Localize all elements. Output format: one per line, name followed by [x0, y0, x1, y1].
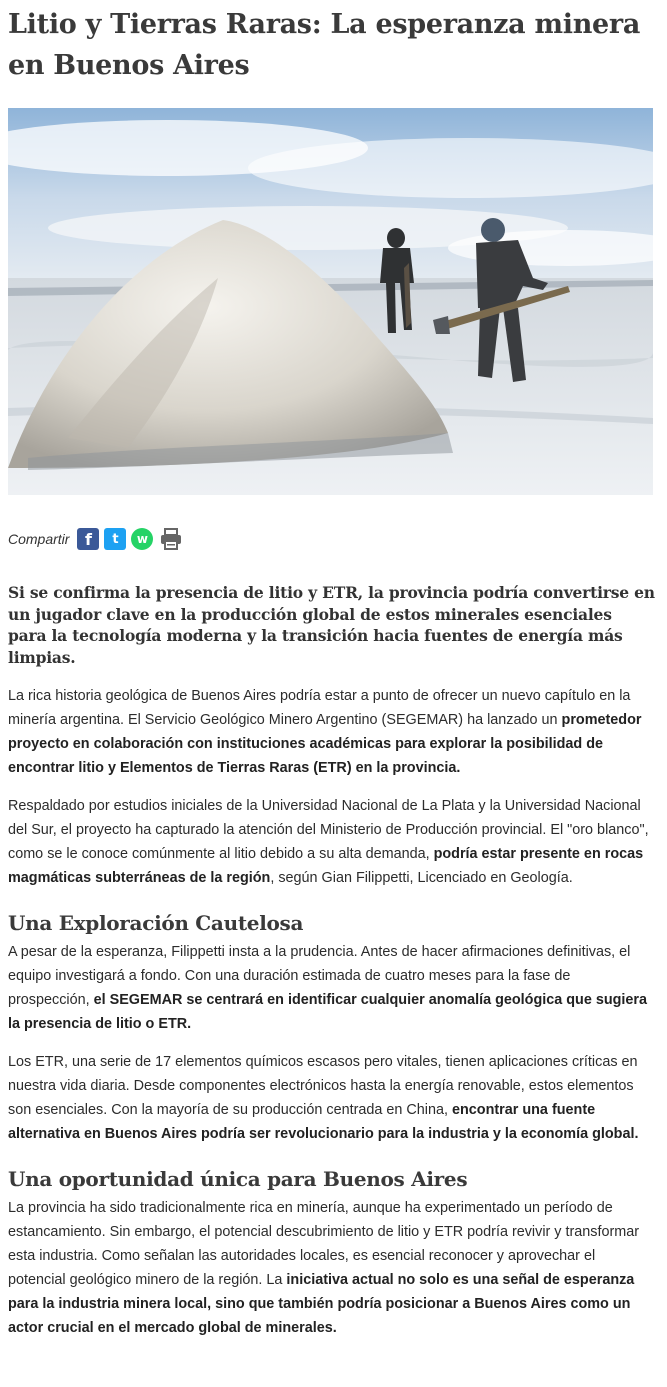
article-title: Litio y Tierras Raras: La esperanza minera en Buenos Aires	[8, 9, 641, 81]
section-heading-exploracion: Una Exploración Cautelosa	[8, 911, 304, 935]
whatsapp-icon: w	[136, 532, 149, 546]
paragraph-4	[8, 1050, 655, 1146]
share-bar	[8, 526, 655, 552]
printer-icon	[159, 527, 183, 551]
paragraph-4-bold: encontrar una fuente alternativa en Buenos Aires podría ser revolucionario para la industria y la economía global.	[8, 1102, 639, 1142]
paragraph-3-bold: el SEGEMAR se centrará en identificar cualquier anomalía geológica que sugiera la presencia de litio o ETR.	[8, 992, 648, 1032]
whatsapp-share-button[interactable]	[131, 528, 153, 550]
article	[0, 4, 667, 1340]
paragraph-4-text: Los ETR, una serie de 17 elementos químicos escasos pero vitales, tienen aplicaciones críticas en nuestra vida diaria. Desde componentes electrónicos hasta la energía renovable, estos elementos son esenciales. Con la mayoría de su producción centrada en China,	[8, 1054, 638, 1118]
paragraph-2-bold: podría estar presente en rocas magmáticas subterráneas de la región	[8, 846, 644, 886]
paragraph-1	[8, 684, 655, 780]
paragraph-5-text: La provincia ha sido tradicionalmente rica en minería, aunque ha experimentado un período de estancamiento. Sin embargo, el potencial descubrimiento de litio y ETR podría revivir y transformar esta industria. Como señalan las autoridades locales, es esencial reconocer y aprovechar el potencial geológico minero de la región. La	[8, 1200, 640, 1288]
print-button[interactable]	[158, 526, 184, 552]
salt-flat-photo	[8, 108, 653, 495]
article-lead: Si se confirma la presencia de litio y ETR, la provincia podría convertirse en un jugador clave en la producción global de estos minerales esenciales para la tecnología moderna y la transición hacia fuentes de energía más limpias.	[8, 583, 655, 667]
paragraph-3	[8, 940, 655, 1036]
paragraph-5	[8, 1196, 655, 1340]
share-label: Compartir	[8, 531, 70, 547]
paragraph-1-bold: prometedor proyecto en colaboración con instituciones académicas para explorar la posibilidad de encontrar litio y Elementos de Tierras Raras (ETR) en la provincia.	[8, 712, 642, 776]
paragraph-1-text: La rica historia geológica de Buenos Aires podría estar a punto de ofrecer un nuevo capítulo en la minería argentina. El Servicio Geológico Minero Argentino (SEGEMAR) ha lanzado un	[8, 688, 631, 728]
section-heading-oportunidad: Una oportunidad única para Buenos Aires	[8, 1167, 468, 1191]
facebook-icon: f	[84, 529, 92, 549]
twitter-share-button[interactable]	[104, 528, 126, 550]
facebook-share-button[interactable]	[77, 528, 99, 550]
paragraph-2-text: Respaldado por estudios iniciales de la Universidad Nacional de La Plata y la Universidad Nacional del Sur, el proyecto ha capturado la atención del Ministerio de Producción provincial. El "oro blanco", como se le conoce comúnmente al litio debido a su alta demanda,	[8, 798, 649, 862]
twitter-icon: t	[112, 531, 119, 547]
paragraph-3-text: A pesar de la esperanza, Filippetti insta a la prudencia. Antes de hacer afirmaciones definitivas, el equipo investigará a fondo. Con una duración estimada de cuatro meses para la fase de prospección,	[8, 944, 631, 1008]
paragraph-5-bold: iniciativa actual no solo es una señal de esperanza para la industria minera local, sino que también podría posicionar a Buenos Aires como un actor crucial en el mercado global de minerales.	[8, 1272, 635, 1336]
paragraph-2-text-end: , según Gian Filippetti, Licenciado en Geología.	[270, 870, 573, 886]
paragraph-2	[8, 794, 655, 890]
hero-image	[8, 108, 653, 495]
